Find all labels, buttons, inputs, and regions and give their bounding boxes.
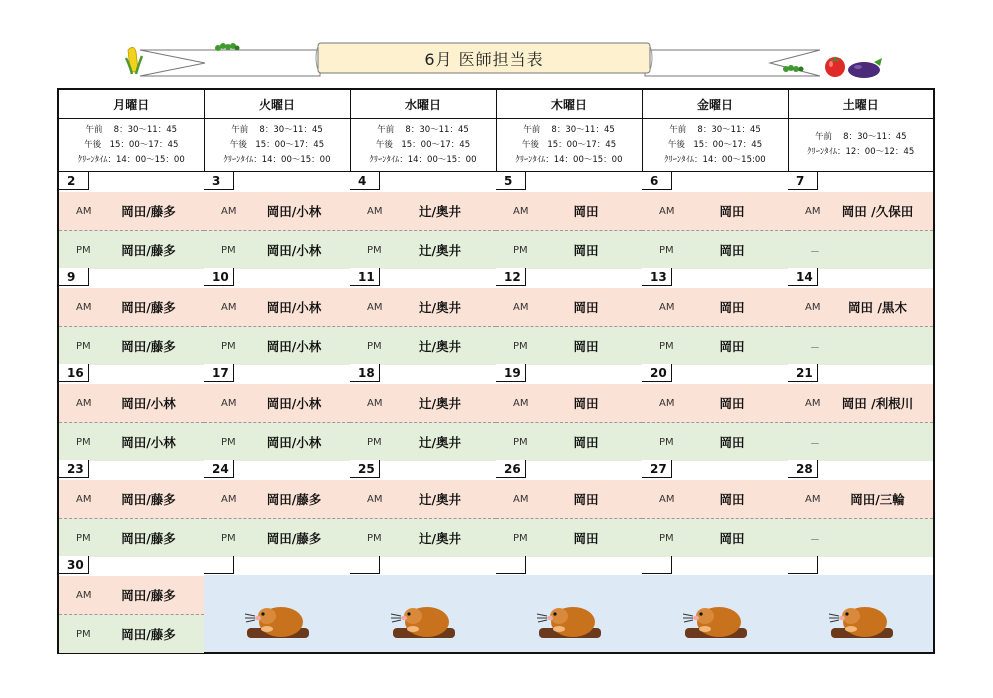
am-slot [642, 384, 788, 423]
am-doctors: 岡田/藤多 [121, 588, 176, 603]
date-number: 23 [59, 460, 89, 478]
am-slot [788, 480, 933, 519]
empty-date-box [496, 556, 526, 574]
pm-slot [496, 519, 642, 557]
pm-slot [350, 327, 496, 365]
am-label: AM [367, 397, 383, 409]
pm-doctors: － [810, 246, 820, 258]
am-slot [59, 384, 204, 423]
am-slot [204, 192, 350, 231]
week-row [58, 460, 934, 556]
am-label: AM [76, 301, 92, 313]
date-number: 14 [788, 268, 818, 286]
hours-cell [788, 119, 934, 172]
am-label: AM [76, 397, 92, 409]
date-number: 24 [204, 460, 234, 478]
am-slot [204, 384, 350, 423]
am-label: AM [367, 301, 383, 313]
am-label: AM [513, 301, 529, 313]
day-cell [642, 460, 788, 556]
date-number: 19 [496, 364, 526, 382]
pm-slot [350, 423, 496, 461]
pm-slot [642, 231, 788, 269]
date-number: 27 [642, 460, 672, 478]
mole-icon [825, 598, 897, 642]
am-slot [788, 192, 933, 231]
pm-slot [642, 423, 788, 461]
weekday-fri: 金曜日 [642, 89, 788, 119]
pm-label: PM [76, 628, 91, 640]
pm-label: PM [367, 340, 382, 352]
day-cell [788, 364, 934, 460]
pm-slot [496, 231, 642, 269]
am-doctors: 岡田/小林 [266, 204, 322, 219]
pm-label: PM [659, 436, 674, 448]
am-slot [788, 288, 933, 327]
hours-line: 午後 15：00～17：45 [229, 139, 325, 150]
hours-line: 午後 15：00～17：45 [375, 139, 471, 150]
pm-label: PM [221, 244, 236, 256]
date-number: 7 [788, 172, 818, 190]
week-row [58, 268, 934, 364]
am-label: AM [659, 493, 675, 505]
pm-label: PM [659, 532, 674, 544]
pm-label: PM [76, 244, 91, 256]
pm-doctors: 岡田 [573, 243, 599, 258]
am-label: AM [221, 493, 237, 505]
title-banner [0, 0, 993, 90]
pm-doctors: 辻/奥井 [418, 339, 462, 354]
eggplant-icon [846, 56, 886, 80]
empty-day-illustration [350, 575, 496, 652]
day-cell [496, 364, 642, 460]
am-doctors: 岡田 [719, 396, 745, 411]
pm-slot [59, 231, 204, 269]
hours-cell [642, 119, 788, 172]
tomato-icon [822, 52, 848, 78]
day-cell [788, 460, 934, 556]
empty-day-cell [496, 556, 642, 653]
pm-doctors: 岡田 [719, 435, 745, 450]
mole-icon [679, 598, 751, 642]
am-doctors: 岡田 /黒木 [848, 300, 907, 315]
mole-icon [387, 598, 459, 642]
empty-day-illustration [642, 575, 788, 652]
pm-slot [350, 231, 496, 269]
am-label: AM [659, 397, 675, 409]
am-slot [59, 192, 204, 231]
am-slot [59, 576, 204, 615]
date-number: 9 [59, 268, 89, 286]
am-label: AM [221, 397, 237, 409]
am-doctors: 辻/奥井 [418, 396, 462, 411]
hours-line: 午前 8：30～11：45 [231, 124, 323, 135]
date-number: 3 [204, 172, 234, 190]
pm-doctors: 岡田/藤多 [121, 339, 176, 354]
am-doctors: 岡田/藤多 [266, 492, 322, 507]
day-cell [58, 556, 204, 653]
am-label: AM [76, 589, 92, 601]
day-cell [642, 364, 788, 460]
pm-slot [642, 327, 788, 365]
pm-doctors: 辻/奥井 [418, 243, 462, 258]
am-label: AM [805, 205, 821, 217]
week-row [58, 556, 934, 653]
hours-line: ｸﾘｰﾝﾀｲﾑ：14：00～15：00 [369, 154, 477, 165]
empty-day-cell [788, 556, 934, 653]
day-cell [204, 268, 350, 364]
am-slot [350, 480, 496, 519]
hours-row [58, 119, 934, 172]
am-doctors: 岡田 [573, 300, 599, 315]
am-label: AM [513, 397, 529, 409]
hours-cell [204, 119, 350, 172]
am-doctors: 辻/奥井 [418, 300, 462, 315]
am-slot [496, 480, 642, 519]
corn-icon [124, 44, 146, 76]
am-doctors: 岡田/小林 [121, 396, 176, 411]
am-label: AM [221, 205, 237, 217]
am-slot [496, 384, 642, 423]
am-doctors: 岡田 [573, 492, 599, 507]
pm-doctors: 岡田/藤多 [266, 531, 322, 546]
date-number: 28 [788, 460, 818, 478]
pm-doctors: 岡田/藤多 [121, 627, 176, 642]
mole-icon [241, 598, 313, 642]
pm-label: PM [513, 532, 528, 544]
am-slot [350, 192, 496, 231]
hours-line: 午前 8：30～11：45 [669, 124, 761, 135]
hours-line: 午前 8：30～11：45 [523, 124, 615, 135]
pm-label: PM [76, 340, 91, 352]
weekday-thu: 木曜日 [496, 89, 642, 119]
empty-day-illustration [788, 575, 933, 652]
pm-doctors: 岡田 [573, 435, 599, 450]
am-slot [642, 480, 788, 519]
date-number: 12 [496, 268, 526, 286]
page-title: 6月 医師担当表 [424, 49, 544, 69]
hours-cell [58, 119, 204, 172]
week-row [58, 364, 934, 460]
day-cell [496, 460, 642, 556]
pm-doctors: 辻/奥井 [418, 531, 462, 546]
hours-line: 午後 15：00～17：45 [667, 139, 763, 150]
am-doctors: 岡田 [719, 300, 745, 315]
pm-doctors: 辻/奥井 [418, 435, 462, 450]
date-number: 18 [350, 364, 380, 382]
empty-day-cell [642, 556, 788, 653]
am-slot [496, 192, 642, 231]
am-label: AM [513, 493, 529, 505]
pm-label: PM [221, 436, 236, 448]
day-cell [788, 172, 934, 269]
pm-label: PM [221, 532, 236, 544]
pm-label: PM [513, 436, 528, 448]
pm-slot [788, 519, 933, 557]
pm-label: PM [76, 532, 91, 544]
caterpillar-icon [214, 42, 240, 52]
date-number: 4 [350, 172, 380, 190]
am-slot [788, 384, 933, 423]
am-doctors: 岡田 [573, 204, 599, 219]
hours-line: ｸﾘｰﾝﾀｲﾑ：14：00～15：00 [515, 154, 623, 165]
hours-cell [496, 119, 642, 172]
empty-day-cell [204, 556, 350, 653]
am-doctors: 岡田/藤多 [121, 204, 176, 219]
date-number: 30 [59, 556, 89, 574]
pm-slot [59, 615, 204, 653]
pm-slot [59, 519, 204, 557]
am-doctors: 岡田 /久保田 [841, 204, 914, 219]
am-label: AM [367, 493, 383, 505]
am-label: AM [805, 301, 821, 313]
pm-slot [788, 423, 933, 461]
pm-doctors: － [810, 342, 820, 354]
empty-date-box [642, 556, 672, 574]
hours-line: 午前 8：30～11：45 [377, 124, 469, 135]
day-cell [350, 460, 496, 556]
am-slot [59, 288, 204, 327]
am-slot [59, 480, 204, 519]
pm-doctors: 岡田/小林 [266, 435, 322, 450]
hours-cell [350, 119, 496, 172]
am-slot [350, 384, 496, 423]
pm-slot [59, 423, 204, 461]
empty-day-cell [350, 556, 496, 653]
day-cell [204, 364, 350, 460]
date-number: 13 [642, 268, 672, 286]
pm-label: PM [659, 244, 674, 256]
am-slot [204, 480, 350, 519]
day-cell [788, 268, 934, 364]
am-label: AM [513, 205, 529, 217]
empty-day-illustration [204, 575, 350, 652]
hours-line: ｸﾘｰﾝﾀｲﾑ：14：00～15：00 [223, 154, 331, 165]
pm-label: PM [367, 532, 382, 544]
pm-label: PM [367, 436, 382, 448]
day-cell [642, 172, 788, 269]
am-label: AM [659, 301, 675, 313]
day-cell [350, 172, 496, 269]
day-cell [350, 268, 496, 364]
week-row [58, 172, 934, 269]
day-cell [58, 460, 204, 556]
date-number: 20 [642, 364, 672, 382]
date-number: 17 [204, 364, 234, 382]
date-number: 11 [350, 268, 380, 286]
date-number: 6 [642, 172, 672, 190]
am-label: AM [805, 397, 821, 409]
hours-line: 午前 8：30～11：45 [814, 132, 907, 142]
hours-line: 午前 8：30～11：45 [85, 124, 178, 135]
day-cell [496, 172, 642, 269]
am-doctors: 岡田/小林 [266, 300, 322, 315]
day-cell [58, 364, 204, 460]
am-doctors: 岡田 [573, 396, 599, 411]
date-number: 21 [788, 364, 818, 382]
empty-day-illustration [496, 575, 642, 652]
day-cell [204, 460, 350, 556]
hours-line: ｸﾘｰﾝﾀｲﾑ：14：00～15：00 [77, 154, 185, 165]
weeks-body [58, 172, 934, 654]
pm-label: PM [659, 340, 674, 352]
hours-line: ｸﾘｰﾝﾀｲﾑ：14：00～15:00 [664, 154, 766, 165]
pm-slot [204, 519, 350, 557]
pm-label: PM [221, 340, 236, 352]
hours-line: 午後 15：00～17：45 [84, 139, 179, 150]
am-doctors: 岡田/三輪 [850, 492, 905, 507]
pm-label: PM [367, 244, 382, 256]
day-cell [58, 172, 204, 269]
am-doctors: 岡田 [719, 204, 745, 219]
date-number: 5 [496, 172, 526, 190]
pm-label: PM [513, 340, 528, 352]
pm-slot [642, 519, 788, 557]
am-slot [350, 288, 496, 327]
pm-doctors: 岡田 [573, 531, 599, 546]
pm-slot [496, 327, 642, 365]
am-doctors: 岡田 [719, 492, 745, 507]
hours-line: 午後 15：00～17：45 [521, 139, 617, 150]
am-slot [496, 288, 642, 327]
pm-doctors: 岡田 [573, 339, 599, 354]
caterpillar-icon [782, 64, 806, 74]
day-cell [58, 268, 204, 364]
day-cell [204, 172, 350, 269]
empty-date-box [788, 556, 818, 574]
date-number: 10 [204, 268, 234, 286]
am-label: AM [367, 205, 383, 217]
pm-doctors: 岡田 [719, 243, 745, 258]
pm-doctors: 岡田 [719, 531, 745, 546]
weekday-tue: 火曜日 [204, 89, 350, 119]
pm-label: PM [513, 244, 528, 256]
date-number: 26 [496, 460, 526, 478]
pm-doctors: 岡田/藤多 [121, 243, 176, 258]
am-doctors: 辻/奥井 [418, 492, 462, 507]
hours-line: ｸﾘｰﾝﾀｲﾑ：12：00～12：45 [807, 147, 915, 157]
pm-slot [788, 327, 933, 365]
am-label: AM [805, 493, 821, 505]
pm-slot [204, 423, 350, 461]
pm-doctors: 岡田/藤多 [121, 531, 176, 546]
am-doctors: 辻/奥井 [418, 204, 462, 219]
date-number: 16 [59, 364, 89, 382]
am-label: AM [76, 205, 92, 217]
weekday-sat: 土曜日 [788, 89, 934, 119]
am-doctors: 岡田/藤多 [121, 300, 176, 315]
date-number: 2 [59, 172, 89, 190]
pm-slot [350, 519, 496, 557]
pm-slot [204, 327, 350, 365]
am-slot [204, 288, 350, 327]
day-cell [496, 268, 642, 364]
pm-doctors: 岡田 [719, 339, 745, 354]
am-label: AM [659, 205, 675, 217]
doctor-schedule-table [57, 88, 935, 654]
pm-slot [788, 231, 933, 269]
pm-doctors: 岡田/小林 [266, 339, 322, 354]
pm-slot [59, 327, 204, 365]
am-label: AM [221, 301, 237, 313]
am-label: AM [76, 493, 92, 505]
pm-doctors: － [810, 534, 820, 546]
pm-slot [496, 423, 642, 461]
day-cell [350, 364, 496, 460]
weekday-wed: 水曜日 [350, 89, 496, 119]
am-doctors: 岡田/小林 [266, 396, 322, 411]
pm-doctors: 岡田/小林 [266, 243, 322, 258]
empty-date-box [204, 556, 234, 574]
pm-doctors: 岡田/小林 [121, 435, 176, 450]
pm-slot [204, 231, 350, 269]
empty-date-box [350, 556, 380, 574]
weekday-mon: 月曜日 [58, 89, 204, 119]
am-doctors: 岡田 /利根川 [841, 396, 914, 411]
pm-label: PM [76, 436, 91, 448]
day-cell [642, 268, 788, 364]
am-slot [642, 192, 788, 231]
date-number: 25 [350, 460, 380, 478]
pm-doctors: － [810, 438, 820, 450]
am-slot [642, 288, 788, 327]
am-doctors: 岡田/藤多 [121, 492, 176, 507]
mole-icon [533, 598, 605, 642]
weekday-header-row [58, 89, 934, 119]
